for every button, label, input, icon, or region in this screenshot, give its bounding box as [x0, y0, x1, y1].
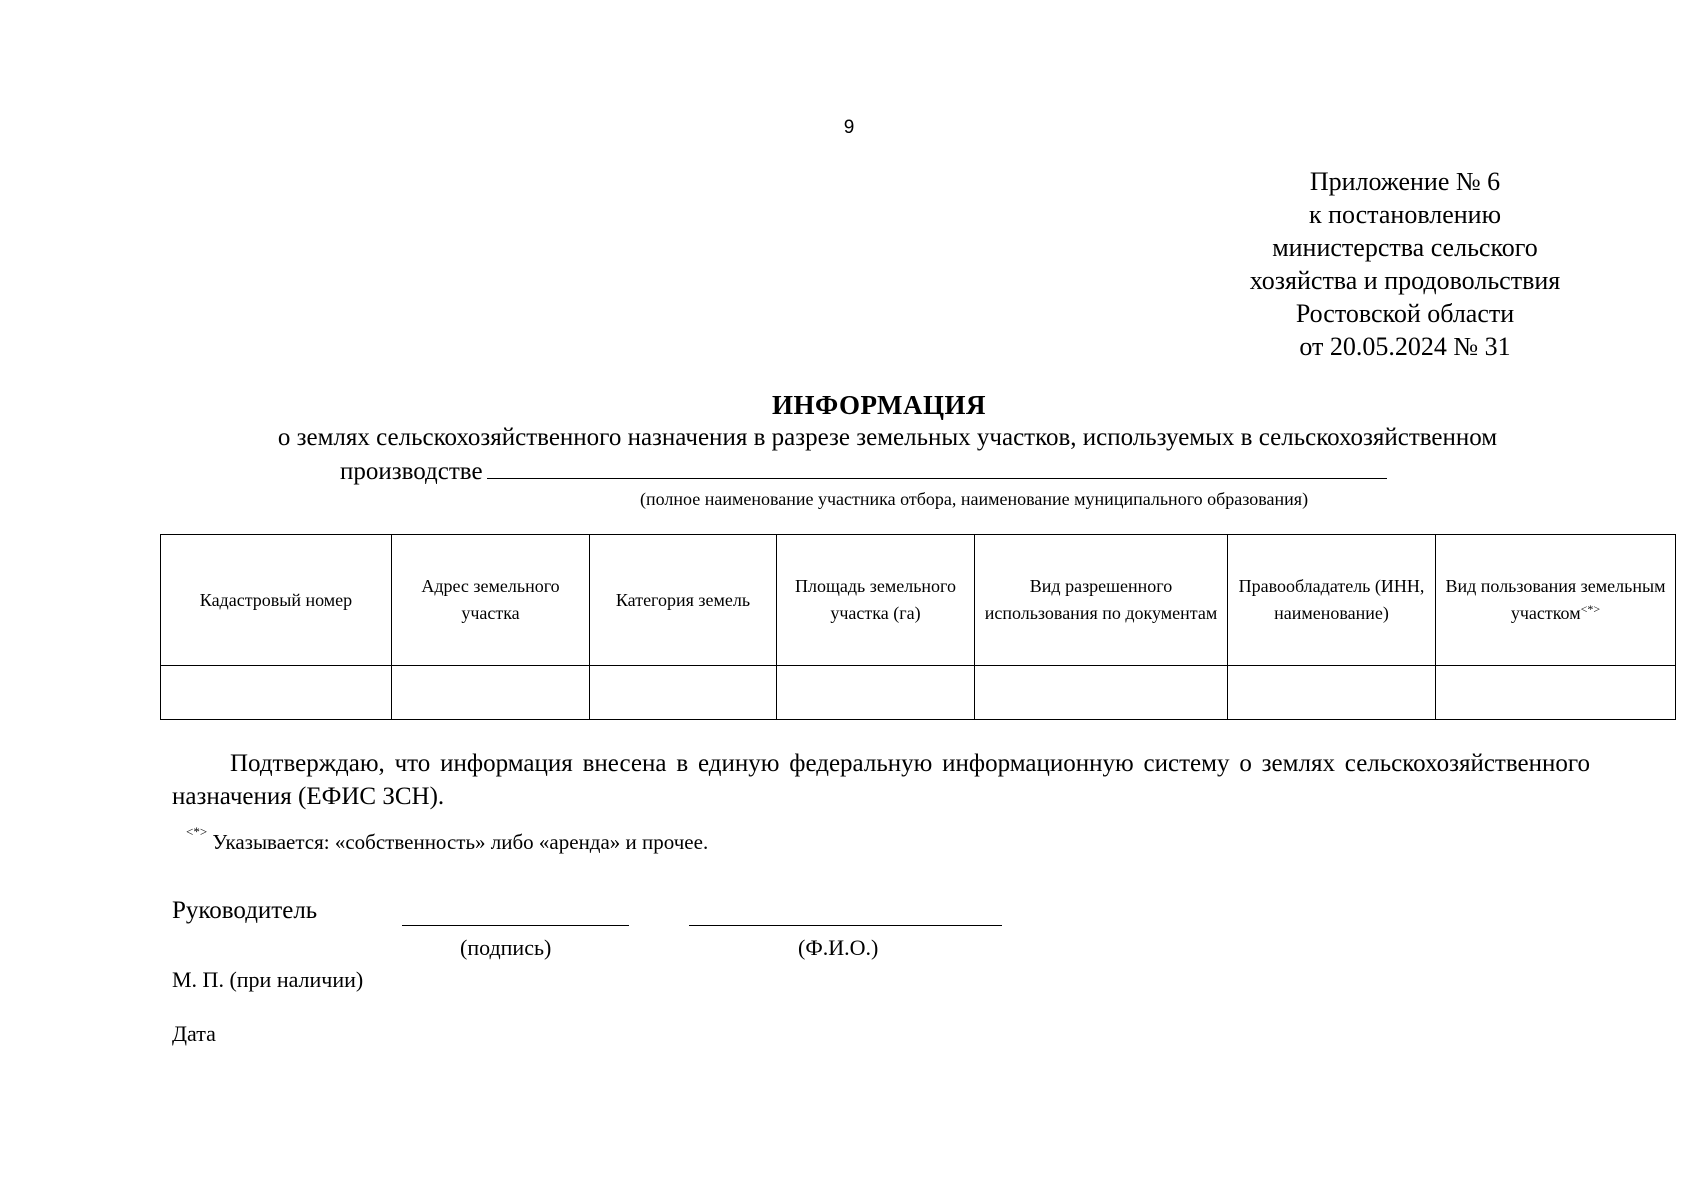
- signer-role: Руководитель: [172, 897, 318, 924]
- column-header-area: Площадь земельного участка (га): [777, 535, 975, 666]
- table-cell[interactable]: [392, 666, 590, 720]
- footnote-text: Указывается: «собственность» либо «аренда» и прочее.: [207, 830, 709, 854]
- table-cell[interactable]: [777, 666, 975, 720]
- name-line[interactable]: [689, 925, 1002, 926]
- table-row: [161, 666, 1676, 720]
- appendix-line: Ростовской области: [1295, 299, 1515, 328]
- document-title: ИНФОРМАЦИЯ: [772, 390, 986, 420]
- confirmation-text: Подтверждаю, что информация внесена в единую федеральную информационную систему о землях сельскохозяйственного назначения (ЕФИС ЗСН).: [172, 750, 1590, 810]
- footnote-mark: <*>: [186, 824, 208, 839]
- appendix-line: от 20.05.2024 № 31: [1299, 332, 1511, 361]
- name-caption: (Ф.И.О.): [798, 935, 879, 960]
- column-header-permitted-use: Вид разрешенного использования по документам: [975, 535, 1228, 666]
- column-header-address: Адрес земельного участка: [392, 535, 590, 666]
- appendix-line: хозяйства и продовольствия: [1249, 266, 1561, 295]
- participant-name-caption: (полное наименование участника отбора, наименование муниципального образования): [640, 489, 1309, 509]
- table-cell[interactable]: [975, 666, 1228, 720]
- appendix-line: Приложение № 6: [1309, 167, 1501, 196]
- column-header-use-type-label: Вид пользования земельным участком: [1445, 576, 1666, 623]
- table-cell[interactable]: [1228, 666, 1436, 720]
- column-header-owner: Правообладатель (ИНН, наименование): [1228, 535, 1436, 666]
- table-header-row: [161, 535, 1676, 666]
- column-header-cadastral-number: Кадастровый номер: [161, 535, 392, 666]
- stamp-label: М. П. (при наличии): [172, 967, 364, 992]
- appendix-header: [1205, 165, 1605, 363]
- appendix-line: к постановлению: [1308, 200, 1502, 229]
- appendix-line: министерства сельского: [1272, 233, 1538, 262]
- column-header-land-category: Категория земель: [590, 535, 777, 666]
- table-cell[interactable]: [161, 666, 392, 720]
- footnote: [186, 824, 709, 855]
- signature-caption: (подпись): [460, 935, 552, 960]
- column-header-use-type: [1436, 535, 1676, 666]
- subtitle-word: производстве: [340, 458, 483, 485]
- footnote-mark: <*>: [1580, 602, 1601, 616]
- table-cell[interactable]: [1436, 666, 1676, 720]
- land-plots-table: [160, 534, 1676, 720]
- participant-name-blank[interactable]: [487, 456, 1387, 479]
- date-label: Дата: [172, 1021, 216, 1046]
- document-subtitle: о землях сельскохозяйственного назначения в разрезе земельных участков, используемых в сельскохозяйственном: [277, 424, 1498, 451]
- signature-line[interactable]: [402, 925, 629, 926]
- document-subtitle-line2: [340, 456, 1387, 486]
- table-cell[interactable]: [590, 666, 777, 720]
- page-number: 9: [843, 117, 855, 138]
